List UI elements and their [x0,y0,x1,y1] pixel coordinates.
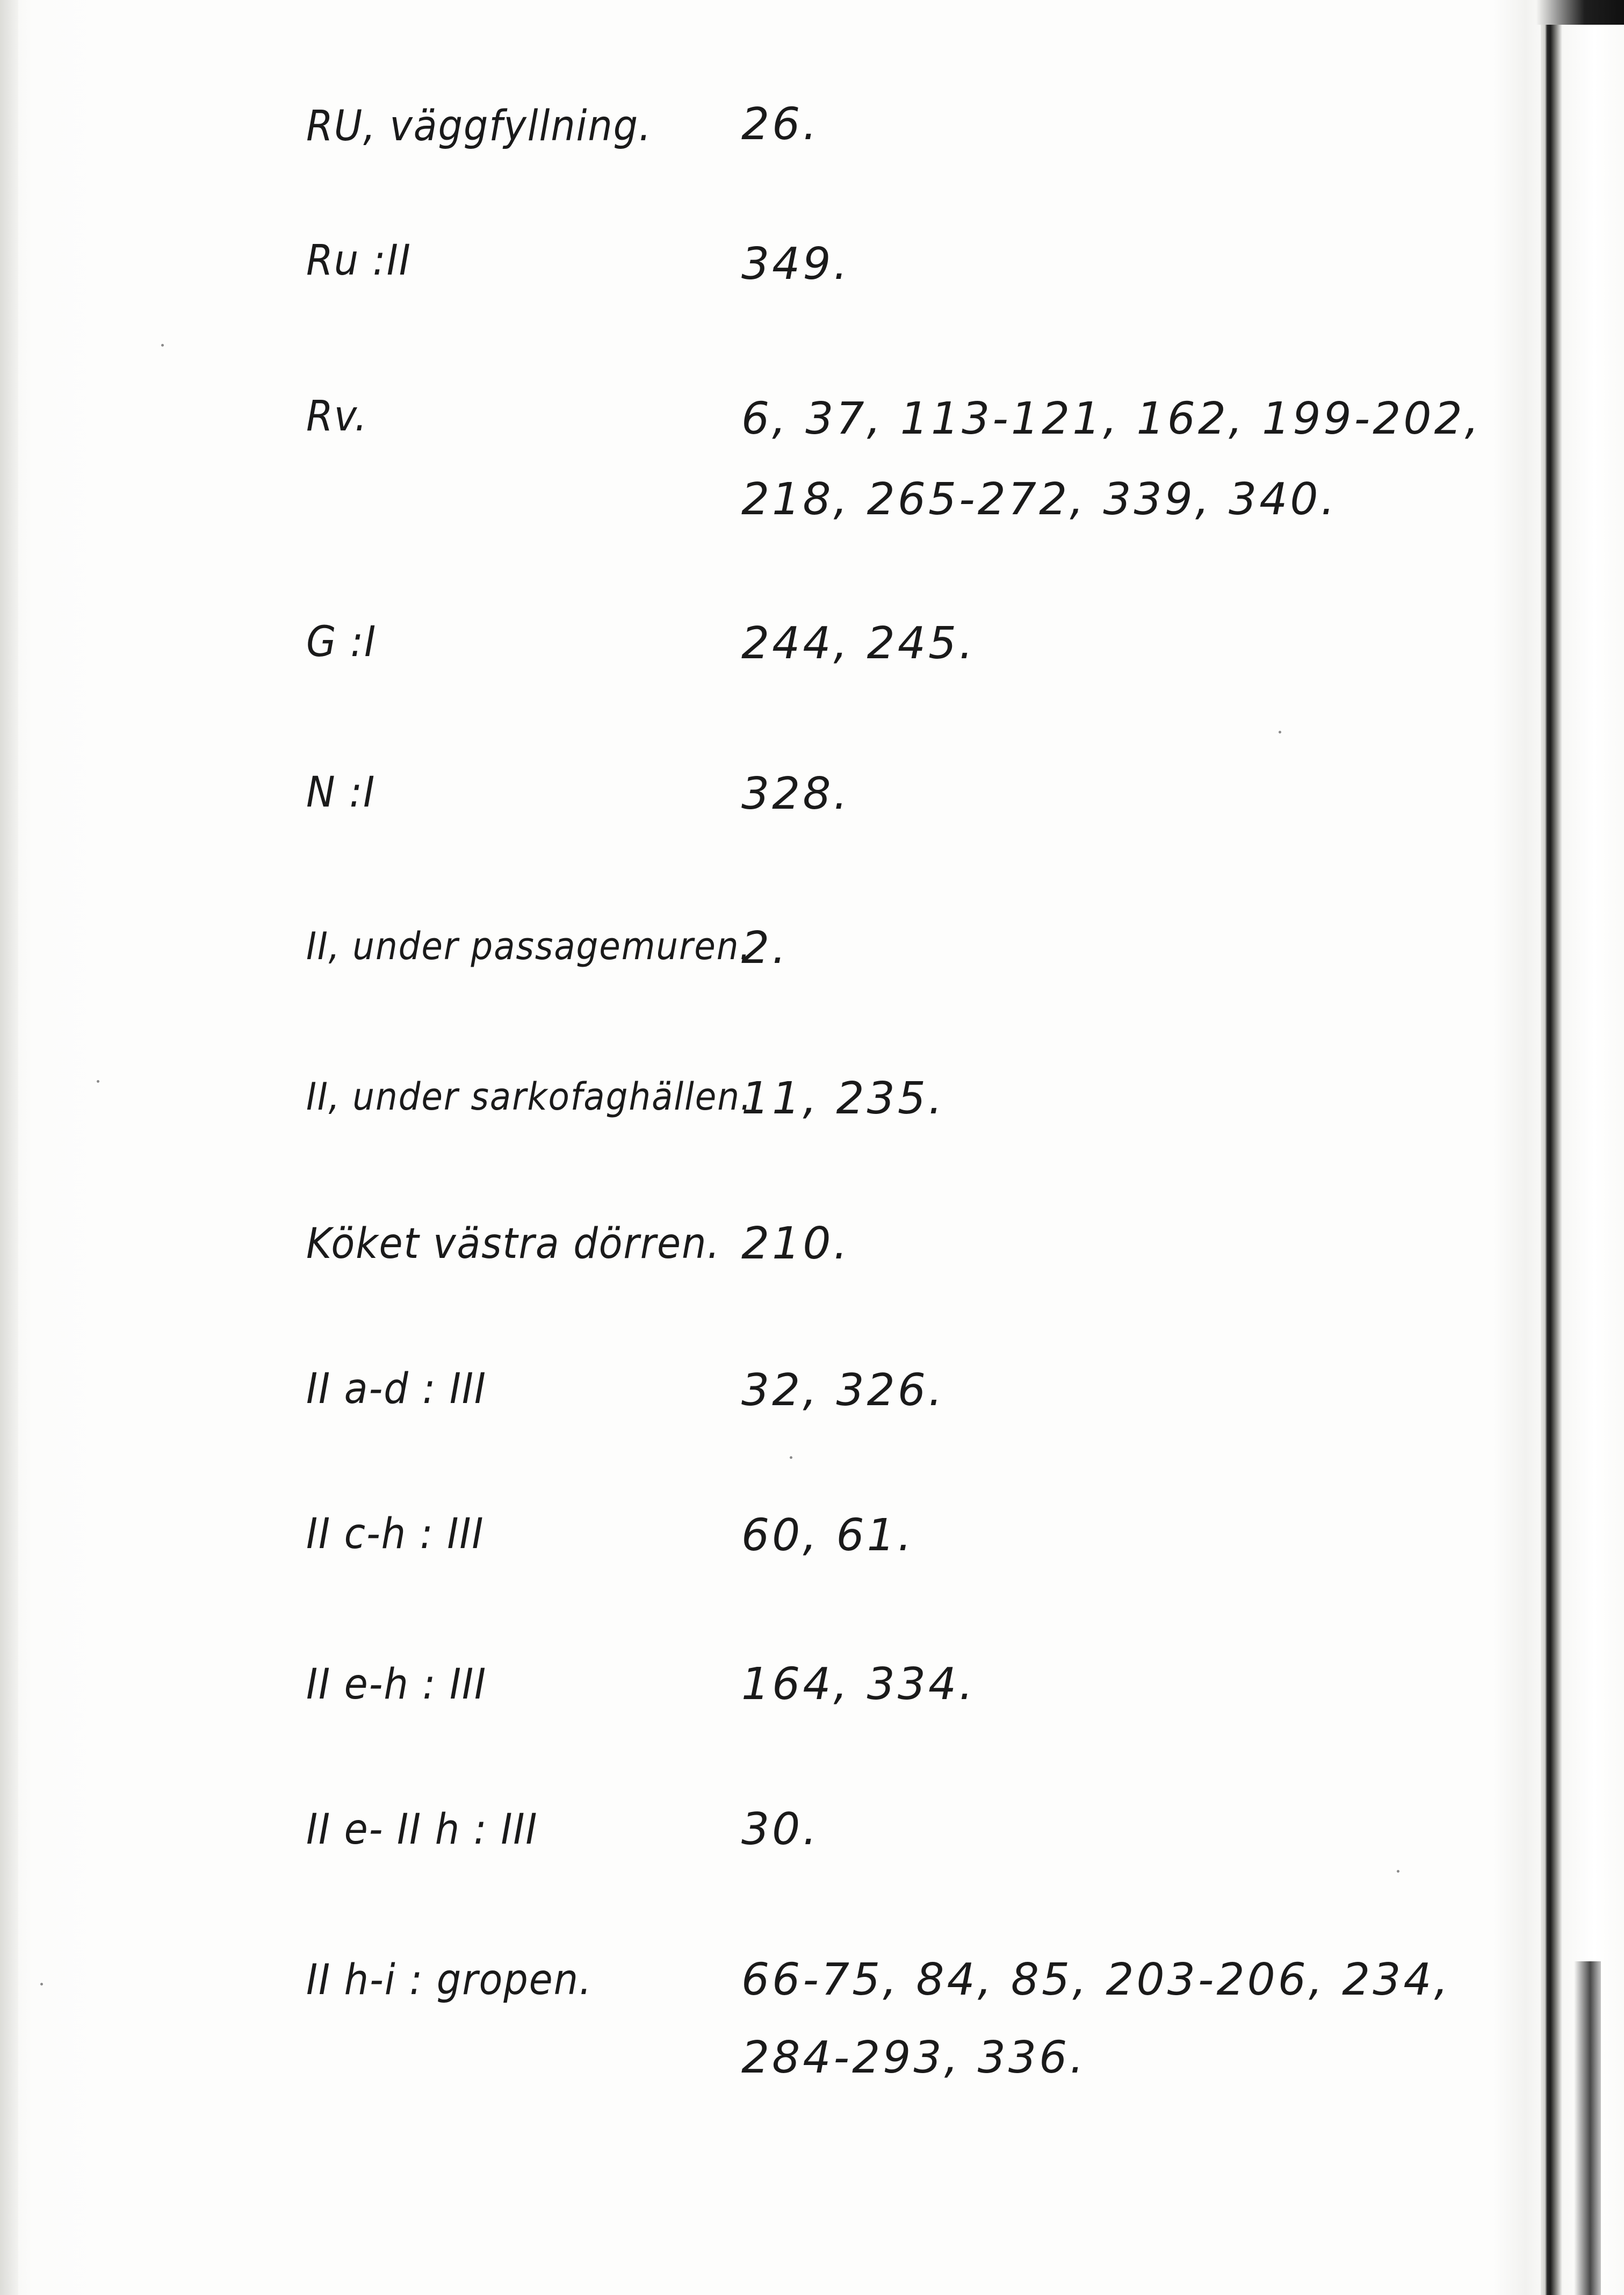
entry-pages: 349. [741,239,850,290]
entry-pages: 30. [741,1804,820,1855]
entry-pages-line-1: 6, 37, 113-121, 162, 199-202, [741,393,1482,444]
binding-bottom-shadow [1574,1961,1601,2295]
entry-pages: 11, 235. [741,1073,945,1124]
entry-label: G :I [306,618,377,666]
entry-pages-line-2: 284-293, 336. [741,2032,1087,2083]
paper-speck [1279,731,1281,733]
entry-pages: 328. [741,768,850,819]
binding-top-shadow [1536,0,1624,25]
entry-label: II h-i : gropen. [306,1956,593,2004]
paper-speck [1397,1870,1399,1873]
entry-pages-line-1: 66-75, 84, 85, 203-206, 234, [741,1954,1451,2005]
paper-speck [790,1456,792,1459]
entry-pages: 60, 61. [741,1510,914,1561]
entry-pages-line-2: 218, 265-272, 339, 340. [741,474,1338,525]
entry-pages: 210. [741,1218,850,1269]
paper-speck [161,344,164,347]
entry-pages: 26. [741,99,820,150]
entry-pages: 244, 245. [741,618,976,669]
entry-label: II a-d : III [306,1365,487,1413]
entry-label: II e-h : III [306,1660,487,1709]
entry-label: Rv. [306,392,368,441]
entry-label: RU, väggfyllning. [306,102,652,150]
entry-label: II c-h : III [306,1510,485,1558]
page-left-edge [0,0,18,2295]
entry-label: N :I [306,768,376,817]
entry-label: II e- II h : III [306,1805,538,1854]
entry-label: II, under sarkofaghällen. [306,1075,753,1119]
paper-speck [40,1983,43,1985]
entry-label: Ru :II [306,236,412,285]
entry-pages: 164, 334. [741,1659,976,1710]
paper-speck [97,1080,99,1083]
book-binding-shadow [1541,0,1624,2295]
entry-pages: 32, 326. [741,1365,945,1416]
entry-pages: 2. [741,923,789,974]
entry-label: II, under passagemuren. [306,924,752,968]
entry-label: Köket västra dörren. [306,1220,721,1268]
